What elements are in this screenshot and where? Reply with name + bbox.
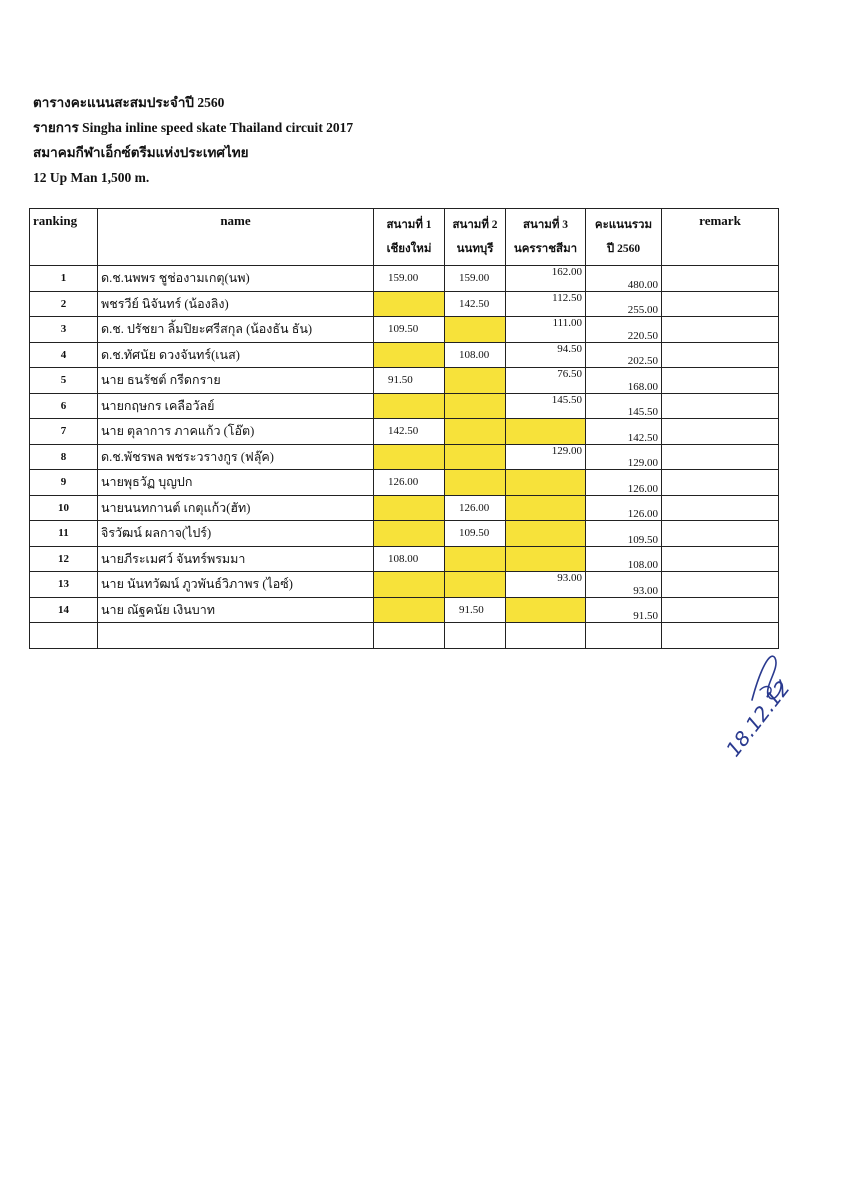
total-score: 255.00 [586,291,662,317]
venue-2-score [445,623,506,649]
venue-3-score [506,521,586,547]
header-venue-3: สนามที่ 3 นครราชสีมา [506,209,586,266]
total-score: 202.50 [586,342,662,368]
name-cell: ด.ช.นพพร ชูช่องามเกตุ(นพ) [98,266,374,292]
rank-cell: 9 [30,470,98,496]
remark-cell [662,521,779,547]
table-row [30,342,779,368]
document-header [33,96,353,196]
remark-cell [662,470,779,496]
table-row [30,266,779,292]
name-cell: นายภีระเมศว์ จันทร์พรมมา [98,546,374,572]
score-table [29,208,779,649]
total-score: 168.00 [586,368,662,394]
header-ranking: ranking [30,209,98,266]
venue-1-score [374,495,445,521]
table-row [30,368,779,394]
venue-2-score: 91.50 [445,597,506,623]
name-cell: ด.ช. ปรัชยา ลิ้มปิยะศรีสกุล (น้องธัน ธัน) [98,317,374,343]
header-venue-2: สนามที่ 2 นนทบุรี [445,209,506,266]
name-cell: ด.ช.พัชรพล พชระวรางกูร (ฟลุ๊ค) [98,444,374,470]
total-score: 126.00 [586,470,662,496]
remark-cell [662,572,779,598]
header-name: name [98,209,374,266]
name-cell: จิรวัฒน์ ผลกาจ(ไปร์) [98,521,374,547]
table-row [30,521,779,547]
venue-2-score: 109.50 [445,521,506,547]
table-row [30,291,779,317]
header-total: คะแนนรวม ปี 2560 [586,209,662,266]
header-venue-1: สนามที่ 1 เชียงใหม่ [374,209,445,266]
venue-3-score [506,495,586,521]
venue-2-score [445,317,506,343]
venue-1-score: 109.50 [374,317,445,343]
header-title: ตารางคะแนนสะสมประจำปี 2560 [33,95,225,110]
rank-cell [30,623,98,649]
venue-2-score [445,393,506,419]
total-score: 129.00 [586,444,662,470]
total-score: 480.00 [586,266,662,292]
venue-1-score [374,597,445,623]
remark-cell [662,444,779,470]
venue-3-score: 76.50 [506,368,586,394]
venue-1-score [374,444,445,470]
handwritten-signature [721,640,830,770]
remark-cell [662,495,779,521]
table-row [30,419,779,445]
total-score: 126.00 [586,495,662,521]
remark-cell [662,393,779,419]
table-header-row [30,209,779,266]
rank-cell: 12 [30,546,98,572]
venue-2-score [445,546,506,572]
header-remark: remark [662,209,779,266]
rank-cell: 2 [30,291,98,317]
venue-1-score: 91.50 [374,368,445,394]
header-organizer: สมาคมกีฬาเอ็กซ์ตรีมแห่งประเทศไทย [33,145,249,160]
table-row [30,597,779,623]
table-row [30,572,779,598]
venue-1-score [374,623,445,649]
name-cell: นายนนทกานต์ เกตุแก้ว(ฮัท) [98,495,374,521]
table-row [30,495,779,521]
name-cell: ด.ช.ทัศนัย ดวงจันทร์(เนส) [98,342,374,368]
total-score: 145.50 [586,393,662,419]
name-cell: นาย ธนรัชต์ กรีดกราย [98,368,374,394]
remark-cell [662,291,779,317]
rank-cell: 14 [30,597,98,623]
venue-1-score [374,393,445,419]
rank-cell: 10 [30,495,98,521]
venue-1-score: 142.50 [374,419,445,445]
venue-1-score: 159.00 [374,266,445,292]
header-category: 12 Up Man 1,500 m. [33,170,150,185]
venue-2-score: 142.50 [445,291,506,317]
venue-3-score: 129.00 [506,444,586,470]
venue-3-score [506,546,586,572]
venue-3-score: 162.00 [506,266,586,292]
venue-1-score [374,342,445,368]
rank-cell: 1 [30,266,98,292]
remark-cell [662,317,779,343]
venue-3-score [506,470,586,496]
rank-cell: 8 [30,444,98,470]
venue-2-score [445,572,506,598]
remark-cell [662,368,779,394]
rank-cell: 4 [30,342,98,368]
rank-cell: 3 [30,317,98,343]
venue-2-score: 108.00 [445,342,506,368]
total-score: 220.50 [586,317,662,343]
name-cell: พชรวีย์ นิจันทร์ (น้องลิง) [98,291,374,317]
venue-1-score: 108.00 [374,546,445,572]
venue-3-score [506,623,586,649]
header-event: รายการ Singha inline speed skate Thailand circuit 2017 [33,120,354,135]
venue-1-score [374,521,445,547]
name-cell: นาย ตุลาการ ภาคแก้ว (โอ๊ต) [98,419,374,445]
venue-2-score [445,444,506,470]
venue-3-score: 94.50 [506,342,586,368]
venue-3-score: 145.50 [506,393,586,419]
total-score: 93.00 [586,572,662,598]
venue-3-score: 111.00 [506,317,586,343]
table-row [30,444,779,470]
venue-1-score [374,291,445,317]
remark-cell [662,419,779,445]
remark-cell [662,546,779,572]
table-row [30,317,779,343]
venue-2-score [445,470,506,496]
venue-3-score [506,419,586,445]
total-score: 108.00 [586,546,662,572]
venue-2-score: 126.00 [445,495,506,521]
venue-3-score [506,597,586,623]
table-row [30,470,779,496]
venue-3-score: 112.50 [506,291,586,317]
total-score: 109.50 [586,521,662,547]
venue-1-score: 126.00 [374,470,445,496]
rank-cell: 13 [30,572,98,598]
venue-2-score [445,419,506,445]
name-cell [98,623,374,649]
name-cell: นายพุธวัฏ บุญปก [98,470,374,496]
venue-2-score [445,368,506,394]
name-cell: นายกฤษกร เคลือวัลย์ [98,393,374,419]
total-score: 91.50 [586,597,662,623]
remark-cell [662,597,779,623]
venue-2-score: 159.00 [445,266,506,292]
signature-date: 18.12.12 [721,676,795,762]
table-row [30,393,779,419]
remark-cell [662,266,779,292]
venue-1-score [374,572,445,598]
total-score: 142.50 [586,419,662,445]
rank-cell: 6 [30,393,98,419]
name-cell: นาย ณัฐคนัย เงินบาท [98,597,374,623]
table-row [30,546,779,572]
remark-cell [662,342,779,368]
name-cell: นาย นันทวัฒน์ ภูวพันธ์วิภาพร (ไอซ์) [98,572,374,598]
table-row [30,623,779,649]
rank-cell: 7 [30,419,98,445]
rank-cell: 5 [30,368,98,394]
rank-cell: 11 [30,521,98,547]
total-score [586,623,662,649]
venue-3-score: 93.00 [506,572,586,598]
